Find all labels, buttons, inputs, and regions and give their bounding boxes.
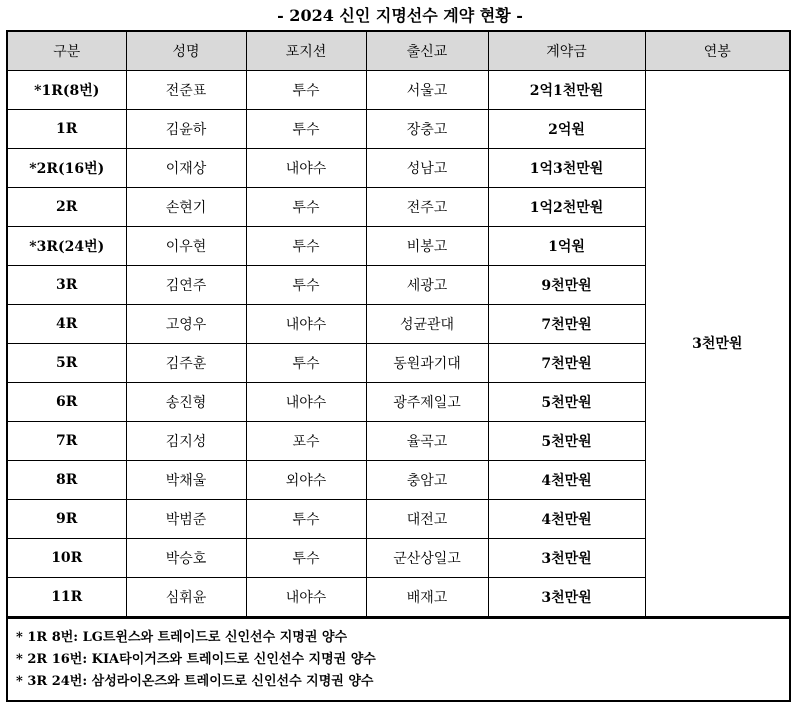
cell-round: 11R — [8, 577, 126, 616]
cell-school: 대전고 — [366, 499, 488, 538]
cell-round: 8R — [8, 460, 126, 499]
cell-position: 투수 — [246, 226, 366, 265]
cell-name: 손현기 — [126, 187, 246, 226]
cell-bonus: 1억2천만원 — [488, 187, 645, 226]
cell-name: 박범준 — [126, 499, 246, 538]
cell-position: 투수 — [246, 70, 366, 109]
cell-bonus: 7천만원 — [488, 343, 645, 382]
cell-salary: 3천만원 — [645, 70, 789, 616]
cell-bonus: 4천만원 — [488, 499, 645, 538]
cell-position: 투수 — [246, 499, 366, 538]
header-name: 성명 — [126, 32, 246, 70]
cell-round: 5R — [8, 343, 126, 382]
cell-name: 김윤하 — [126, 109, 246, 148]
cell-round: 4R — [8, 304, 126, 343]
page-title: - 2024 신인 지명선수 계약 현황 - — [277, 6, 523, 25]
cell-round: *1R(8번) — [8, 70, 126, 109]
cell-position: 투수 — [246, 343, 366, 382]
cell-name: 김주훈 — [126, 343, 246, 382]
cell-bonus: 3천만원 — [488, 538, 645, 577]
cell-bonus: 4천만원 — [488, 460, 645, 499]
cell-position: 투수 — [246, 187, 366, 226]
cell-school: 군산상일고 — [366, 538, 488, 577]
cell-name: 박승호 — [126, 538, 246, 577]
contract-table-frame — [6, 30, 791, 702]
cell-school: 충암고 — [366, 460, 488, 499]
table-row — [8, 70, 789, 109]
cell-bonus: 2억1천만원 — [488, 70, 645, 109]
cell-bonus: 5천만원 — [488, 421, 645, 460]
cell-position: 내야수 — [246, 382, 366, 421]
cell-school: 성균관대 — [366, 304, 488, 343]
cell-bonus: 3천만원 — [488, 577, 645, 616]
cell-bonus: 1억3천만원 — [488, 148, 645, 187]
cell-bonus: 5천만원 — [488, 382, 645, 421]
cell-position: 포수 — [246, 421, 366, 460]
cell-round: 3R — [8, 265, 126, 304]
cell-position: 외야수 — [246, 460, 366, 499]
footnote: * 1R 8번: LG트윈스와 트레이드로 신인선수 지명권 양수 — [16, 629, 348, 645]
cell-round: 6R — [8, 382, 126, 421]
cell-name: 박채울 — [126, 460, 246, 499]
cell-name: 김지성 — [126, 421, 246, 460]
header-round: 구분 — [8, 32, 126, 70]
table-header-row — [8, 32, 789, 70]
cell-school: 전주고 — [366, 187, 488, 226]
cell-position: 내야수 — [246, 577, 366, 616]
cell-school: 광주제일고 — [366, 382, 488, 421]
contract-table — [8, 32, 789, 617]
cell-name: 김연주 — [126, 265, 246, 304]
cell-position: 내야수 — [246, 148, 366, 187]
cell-round: 7R — [8, 421, 126, 460]
footnote: * 2R 16번: KIA타이거즈와 트레이드로 신인선수 지명권 양수 — [16, 651, 376, 667]
cell-round: 1R — [8, 109, 126, 148]
cell-bonus: 2억원 — [488, 109, 645, 148]
cell-school: 성남고 — [366, 148, 488, 187]
footnotes — [8, 617, 789, 693]
header-bonus: 계약금 — [488, 32, 645, 70]
cell-bonus: 9천만원 — [488, 265, 645, 304]
header-school: 출신교 — [366, 32, 488, 70]
cell-position: 투수 — [246, 109, 366, 148]
cell-position: 투수 — [246, 265, 366, 304]
cell-bonus: 7천만원 — [488, 304, 645, 343]
cell-name: 고영우 — [126, 304, 246, 343]
cell-round: *3R(24번) — [8, 226, 126, 265]
header-position: 포지션 — [246, 32, 366, 70]
cell-school: 율곡고 — [366, 421, 488, 460]
cell-bonus: 1억원 — [488, 226, 645, 265]
cell-school: 세광고 — [366, 265, 488, 304]
footnote: * 3R 24번: 삼성라이온즈와 트레이드로 신인선수 지명권 양수 — [16, 673, 374, 689]
cell-round: 10R — [8, 538, 126, 577]
cell-round: 2R — [8, 187, 126, 226]
cell-school: 배재고 — [366, 577, 488, 616]
header-salary: 연봉 — [645, 32, 789, 70]
cell-name: 송진형 — [126, 382, 246, 421]
cell-name: 심휘윤 — [126, 577, 246, 616]
cell-name: 이우현 — [126, 226, 246, 265]
cell-school: 장충고 — [366, 109, 488, 148]
cell-school: 비봉고 — [366, 226, 488, 265]
cell-school: 동원과기대 — [366, 343, 488, 382]
cell-position: 내야수 — [246, 304, 366, 343]
cell-round: 9R — [8, 499, 126, 538]
cell-name: 전준표 — [126, 70, 246, 109]
cell-position: 투수 — [246, 538, 366, 577]
cell-school: 서울고 — [366, 70, 488, 109]
cell-round: *2R(16번) — [8, 148, 126, 187]
cell-name: 이재상 — [126, 148, 246, 187]
